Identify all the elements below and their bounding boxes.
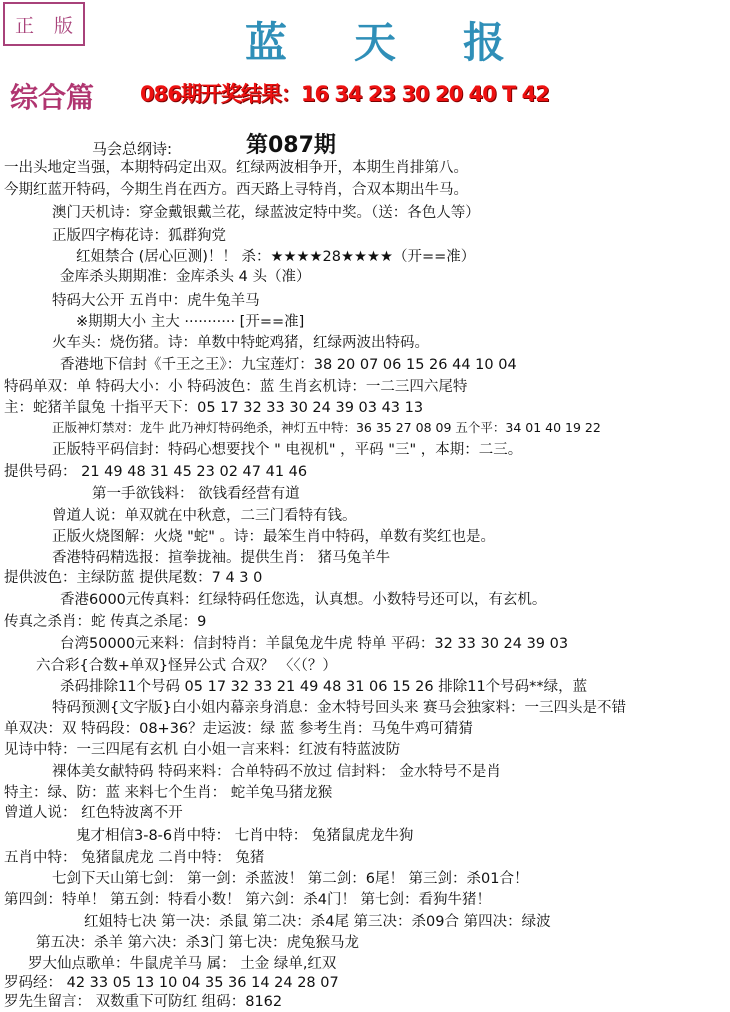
content-line: 鬼才相信3-8-6肖中特： 七肖中特： 兔猪鼠虎龙牛狗 bbox=[76, 828, 414, 844]
content-line: 正版特平码信封：特码心想要找个 " 电视机" ，平码 "三" ，本期：二三。 bbox=[52, 442, 523, 458]
title-char-2: 天 bbox=[353, 18, 396, 67]
section-title: 综合篇 bbox=[10, 81, 95, 114]
title-char-3: 报 bbox=[462, 18, 505, 67]
issue-number: 第087期 bbox=[246, 133, 336, 158]
content-line: ※期期大小 主大 ··········· [开==准] bbox=[76, 314, 305, 330]
content-line: 第四剑：特单！ 第五剑：特看小数！ 第六剑：杀4门！ 第七剑：看狗牛猪！ bbox=[4, 892, 492, 908]
content-line: 杀码排除11个号码 05 17 32 33 21 49 48 31 06 15 26 排除11个号码**绿，蓝 bbox=[60, 679, 588, 695]
content-line: 澳门天机诗：穿金戴银戴兰花，绿蓝波定特中奖。（送：各色人等） bbox=[52, 205, 480, 221]
content-line: 一出头地定当强，本期特码定出双。红绿两波相争开，本期生肖排第八。 bbox=[4, 160, 468, 176]
content-line: 特主：绿、防：蓝 来料七个生肖： 蛇羊兔马猪龙猴 bbox=[4, 785, 333, 801]
badge-text-left: 正 bbox=[14, 14, 34, 37]
content-line: 正版火烧图解：火烧 "蛇" 。诗：最笨生肖中特码，单数有奖红也是。 bbox=[52, 529, 496, 545]
content-line: 单双决：双 特码段：08+36？走运波：绿 蓝 参考生肖：马兔牛鸡可猜猜 bbox=[4, 721, 473, 737]
content-line: 台湾50000元来料：信封特肖：羊鼠兔龙牛虎 特单 平码：32 33 30 24 39 03 bbox=[60, 636, 569, 652]
content-line: 传真之杀肖：蛇 传真之杀尾：9 bbox=[4, 614, 207, 630]
content-line: 特码预测{文字版}白小姐内幕亲身消息：金木特号回头来 赛马会独家料：一三四头是不错 bbox=[52, 700, 627, 716]
content-line: 主：蛇猪羊鼠兔 十指平天下：05 17 32 33 30 24 39 03 43 13 bbox=[4, 400, 424, 416]
content-line: 见诗中特：一三四尾有玄机 白小姐一言来料：红波有特蓝波防 bbox=[4, 742, 401, 758]
content-line: 提供号码： 21 49 48 31 45 23 02 47 41 46 bbox=[4, 464, 308, 480]
content-line: 香港6000元传真料：红绿特码任您选，认真想。小数特号还可以，有玄机。 bbox=[60, 592, 547, 608]
badge-text-right: 版 bbox=[53, 14, 73, 37]
content-line: 正版四字梅花诗：狐群狗党 bbox=[52, 228, 226, 244]
content-line: 特码单双：单 特码大小：小 特码波色：蓝 生肖玄机诗：一二三四六尾特 bbox=[4, 379, 468, 395]
content-line: 特码大公开 五肖中：虎牛兔羊马 bbox=[52, 293, 260, 309]
content-line: 罗先生留言： 双数重下可防红 组码：8162 bbox=[4, 994, 283, 1010]
content-line: 曾道人说： 红色特波离不开 bbox=[4, 805, 183, 821]
content-line: 香港地下信封《千王之王》：九宝莲灯：38 20 07 06 15 26 44 10 04 bbox=[60, 357, 517, 373]
content-line: 红姐特七决 第一决：杀鼠 第二决：杀4尾 第三决：杀09合 第四决：绿波 bbox=[84, 914, 551, 930]
content-line: 第一手欲钱料： 欲钱看经营有道 bbox=[92, 486, 300, 502]
previous-draw-result: 086期开奖结果：16 34 23 30 20 40 T 42 bbox=[140, 82, 549, 106]
poem-label: 马会总纲诗: bbox=[92, 140, 173, 158]
newspaper-title bbox=[245, 12, 505, 68]
content-line: 七剑下天山第七剑： 第一剑：杀蓝波！ 第二剑：6尾！ 第三剑：杀01合！ bbox=[52, 871, 529, 887]
title-char-1: 蓝 bbox=[245, 18, 288, 67]
content-line: 提供波色：主绿防蓝 提供尾数：7 4 3 0 bbox=[4, 570, 263, 586]
content-line: 金库杀头期期准：金库杀头 4 头（准） bbox=[60, 269, 311, 285]
content-line: 今期红蓝开特码，今期生肖在西方。西天路上寻特肖，合双本期出牛马。 bbox=[4, 182, 468, 198]
content-line: 罗码经： 42 33 05 13 10 04 35 36 14 24 28 07 bbox=[4, 975, 339, 991]
content-line: 裸体美女献特码 特码来料：合单特码不放过 信封料： 金水特号不是肖 bbox=[52, 764, 501, 780]
content-line: 香港特码精选报：揎拳拢袖。提供生肖： 猪马兔羊牛 bbox=[52, 550, 391, 566]
content-line: 罗大仙点歌单：牛鼠虎羊马 属： 土金 绿单,红双 bbox=[28, 956, 337, 972]
content-line: 六合彩{合数+单双}怪异公式 合双？ 〈〈（？） bbox=[36, 658, 337, 674]
content-line: 第五决：杀羊 第六决：杀3门 第七决：虎兔猴马龙 bbox=[36, 935, 359, 951]
content-line: 红姐禁合 (居心叵测)！！ 杀：★★★★28★★★★（开==准） bbox=[76, 249, 476, 265]
content-line: 火车头：烧伤猪。诗：单数中特蛇鸡猪，红绿两波出特码。 bbox=[52, 335, 429, 351]
content-line: 五肖中特： 兔猪鼠虎龙 二肖中特： 兔猪 bbox=[4, 850, 265, 866]
content-line: 正版神灯禁对：龙牛 此乃神灯特码绝杀，神灯五中特：36 35 27 08 09 五个平：34 01 40 19 22 bbox=[52, 420, 601, 435]
content-line: 曾道人说：单双就在中秋意，二三门看特有钱。 bbox=[52, 508, 357, 524]
genuine-edition-badge bbox=[3, 2, 85, 46]
